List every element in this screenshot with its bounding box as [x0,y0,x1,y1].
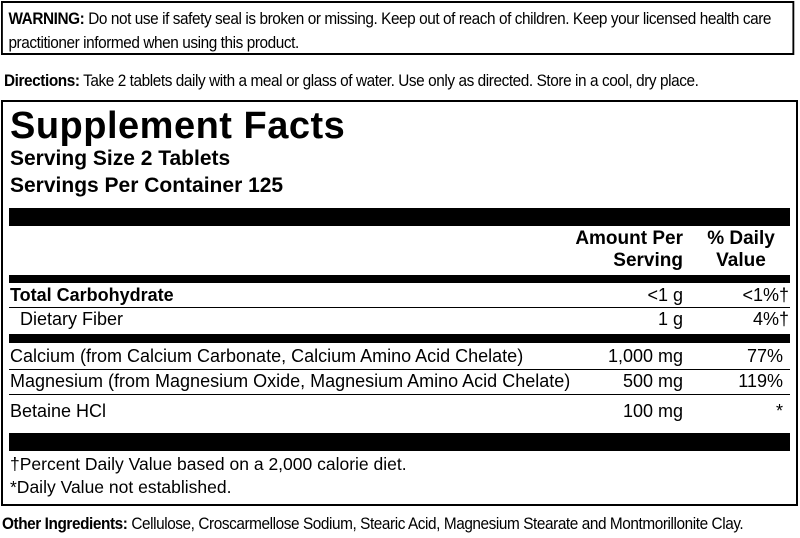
row-amount-dietary-fiber: 1 g [657,309,683,329]
thick-divider-top [9,208,790,226]
other-ingredients-text: Cellulose, Croscarmellose Sodium, Stearic Acid, Magnesium Stearate and Montmorillonite Clay. [127,515,744,533]
row-amount-total-carbohydrate: <1 g [647,285,683,305]
warning-box [1,1,794,55]
footnote-percent-daily-value: †Percent Daily Value based on a 2,000 calorie diet. [10,454,407,474]
column-header-daily-value: % Daily Value [707,228,775,271]
servings-per-container: Servings Per Container 125 [10,174,284,197]
row-name-betaine-hcl: Betaine HCl [10,401,107,421]
facts-title: Supplement Facts [10,105,346,147]
row-amount-magnesium: 500 mg [622,371,683,391]
row-dv-betaine-hcl: * [775,401,783,421]
row-amount-calcium: 1,000 mg [607,346,683,366]
row-name-calcium: Calcium (from Calcium Carbonate, Calcium Amino Acid Chelate) [10,346,524,366]
row-dv-magnesium: 119% [738,371,783,391]
row-dv-dietary-fiber: 4%† [752,309,789,329]
serving-size: Serving Size 2 Tablets [10,147,231,170]
row-dv-calcium: 77% [746,346,783,366]
thick-divider-bottom [9,433,790,451]
footnote-daily-value-not-established: *Daily Value not established. [10,477,232,497]
other-ingredients [2,513,743,535]
directions-text: Take 2 tablets daily with a meal or glass of water. Use only as directed. Store in a cool, dry place. [79,72,699,90]
supplement-facts-panel [1,100,798,506]
warning-text: Do not use if safety seal is broken or missing. Keep out of reach of children. Keep your licensed health care practitioner informed when using this product. [8,10,772,52]
row-name-total-carbohydrate: Total Carbohydrate [10,285,174,305]
thick-divider-mid [9,334,790,343]
column-header-amount: Amount Per Serving [575,228,683,271]
other-ingredients-label: Other Ingredients: [2,515,128,533]
row-dv-total-carbohydrate: <1%† [742,285,789,305]
row-amount-betaine-hcl: 100 mg [622,401,683,421]
row-name-magnesium: Magnesium (from Magnesium Oxide, Magnesium Amino Acid Chelate) [10,371,571,391]
warning-label: WARNING: [8,10,85,28]
rule [9,394,790,395]
directions-label: Directions: [4,72,80,90]
directions [4,70,698,92]
row-name-dietary-fiber: Dietary Fiber [20,309,124,329]
thick-divider-header [9,275,790,283]
